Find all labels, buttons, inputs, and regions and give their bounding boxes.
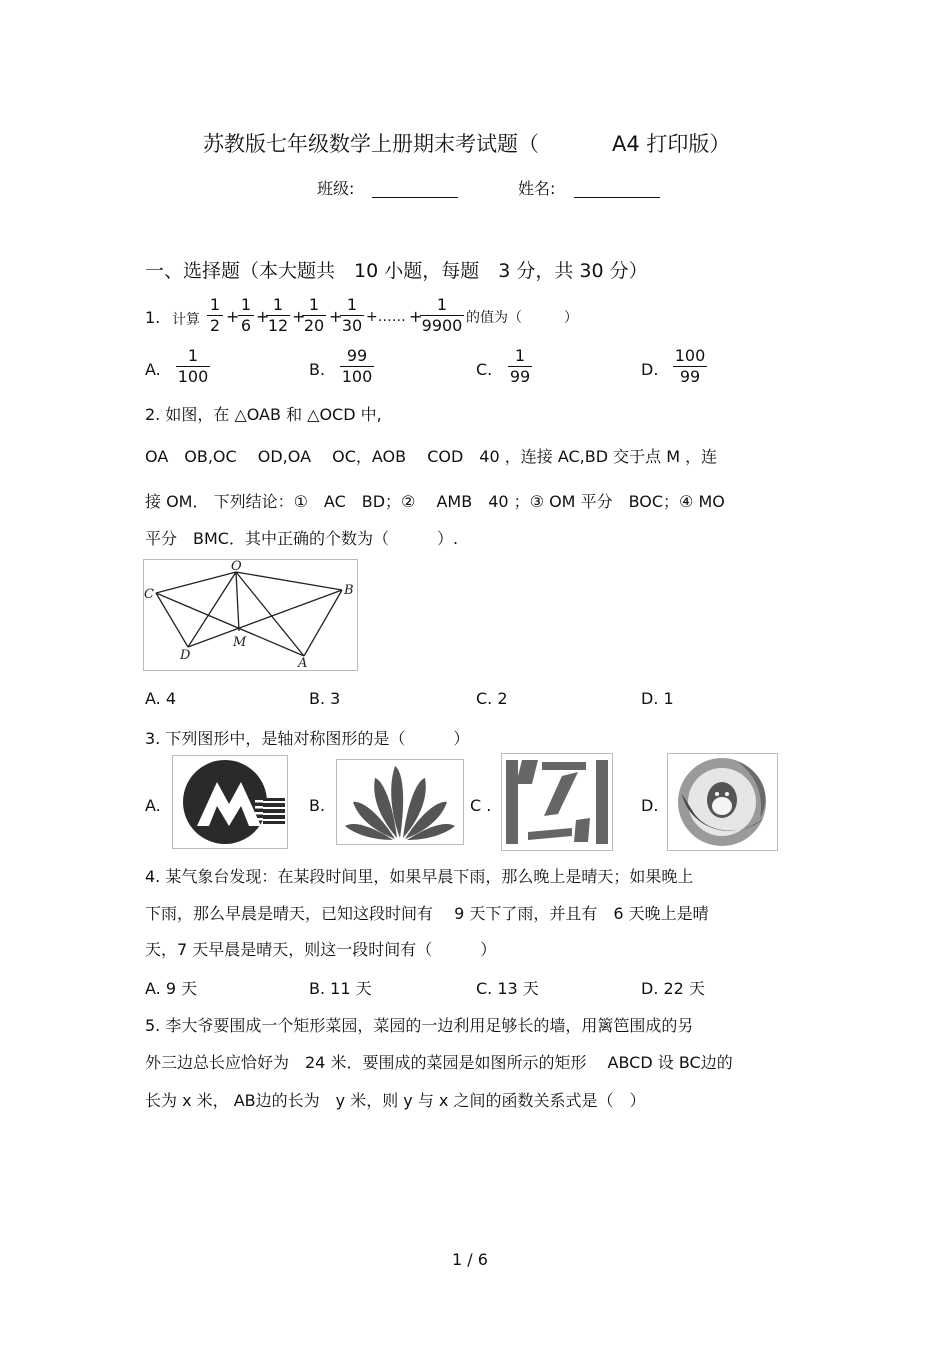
q3-option-a-label: A. (145, 796, 161, 815)
q4-line-1: 4. 某气象台发现：在某段时间里，如果早晨下雨，那么晚上是晴天；如果晚上 (145, 867, 694, 886)
q2-option-a: A. 4 (145, 689, 177, 708)
q1-option-b-fraction: 99 100 (341, 346, 373, 386)
q2-line-4: 平分 BMC．其中正确的个数为（ ）. (145, 529, 459, 548)
q1-option-a-fraction: 1 100 (177, 346, 209, 386)
q2-label-d: D (180, 648, 191, 663)
section-heading: 一、选择题（本大题共 10 小题，每题 3 分，共 30 分） (145, 260, 648, 282)
q1-term-4: 1 20 (303, 295, 325, 335)
page-number: 1 / 6 (452, 1250, 488, 1269)
q5-line-2: 外三边总长应恰好为 24 米．要围成的菜园是如图所示的矩形 ABCD 设 BC边的 (145, 1053, 733, 1072)
q3-logo-a (172, 755, 288, 849)
class-blank (372, 179, 458, 198)
q4-option-c: C. 13 天 (476, 979, 539, 998)
q1-plus-5: + (409, 307, 423, 326)
q2-label-m: M (233, 635, 247, 650)
q4-line-2: 下雨，那么早晨是晴天，已知这段时间有 9 天下了雨，并且有 6 天晚上是晴 (145, 904, 709, 923)
q1-term-2: 1 6 (238, 296, 254, 335)
q2-label-b: B (344, 583, 354, 598)
q1-term-last: 1 9900 (421, 295, 463, 335)
q1-option-c-label: C. (476, 360, 493, 379)
q2-label-a: A (298, 656, 308, 670)
q2-label-c: C (144, 587, 154, 602)
q4-option-b: B. 11 天 (309, 979, 372, 998)
q2-option-b: B. 3 (309, 689, 341, 708)
q1-prefix: 计算 (172, 312, 200, 328)
q1-option-d-label: D. (641, 360, 659, 379)
class-label: 班级: (317, 179, 355, 198)
q1-number: 1. (145, 308, 161, 327)
document-title-left: 苏教版七年级数学上册期末考试题（ (203, 132, 539, 156)
q1-plus-1: + (226, 307, 240, 326)
q1-ellipsis: +…… (366, 309, 406, 325)
q1-term-5: 1 30 (341, 295, 363, 335)
q1-plus-2: + (256, 307, 270, 326)
q1-option-d-fraction: 100 99 (674, 346, 706, 386)
q1-option-a-label: A. (145, 360, 161, 379)
q1-option-b-label: B. (309, 360, 326, 379)
q4-option-a: A. 9 天 (145, 979, 198, 998)
name-blank (574, 179, 660, 198)
q5-line-3: 长为 x 米， AB边的长为 y 米，则 y 与 x 之间的函数关系式是（ ） (145, 1091, 646, 1110)
q2-option-c: C. 2 (476, 689, 508, 708)
q3-logo-c (501, 753, 613, 851)
q1-term-1: 1 2 (207, 296, 223, 335)
q1-term-3: 1 12 (267, 295, 289, 335)
q3-text: 3. 下列图形中，是轴对称图形的是（ ） (145, 729, 470, 748)
q1-suffix: 的值为（ ） (466, 310, 578, 326)
q1-option-c-fraction: 1 99 (509, 346, 531, 386)
q2-line-2: OA OB,OC OD,OA OC，AOB COD 40 ，连接 AC,BD 交于点 M ，连 (145, 447, 718, 466)
q3-option-c-label: C . (470, 796, 492, 815)
q3-option-b-label: B. (309, 796, 326, 815)
q3-option-d-label: D. (641, 796, 659, 815)
q3-logo-b (336, 759, 464, 845)
q2-label-o: O (231, 560, 242, 574)
q2-option-d: D. 1 (641, 689, 674, 708)
q4-option-d: D. 22 天 (641, 979, 705, 998)
document-title-right: A4 打印版） (612, 132, 731, 156)
name-label: 姓名: (518, 179, 556, 198)
q2-geometry-diagram (144, 560, 357, 670)
q1-plus-3: + (292, 307, 306, 326)
q3-logo-d (667, 753, 778, 851)
q2-figure (143, 559, 358, 671)
q2-line-1: 2. 如图，在 △OAB 和 △OCD 中, (145, 405, 382, 424)
q5-line-1: 5. 李大爷要围成一个矩形菜园，菜园的一边利用足够长的墙，用篱笆围成的另 (145, 1016, 694, 1035)
q4-line-3: 天，7 天早晨是晴天，则这一段时间有（ ） (145, 940, 497, 959)
q2-line-3: 接 OM． 下列结论：① AC BD；② AMB 40 ；③ OM 平分 BOC；④ MO (145, 492, 725, 511)
q1-plus-4: + (329, 307, 343, 326)
